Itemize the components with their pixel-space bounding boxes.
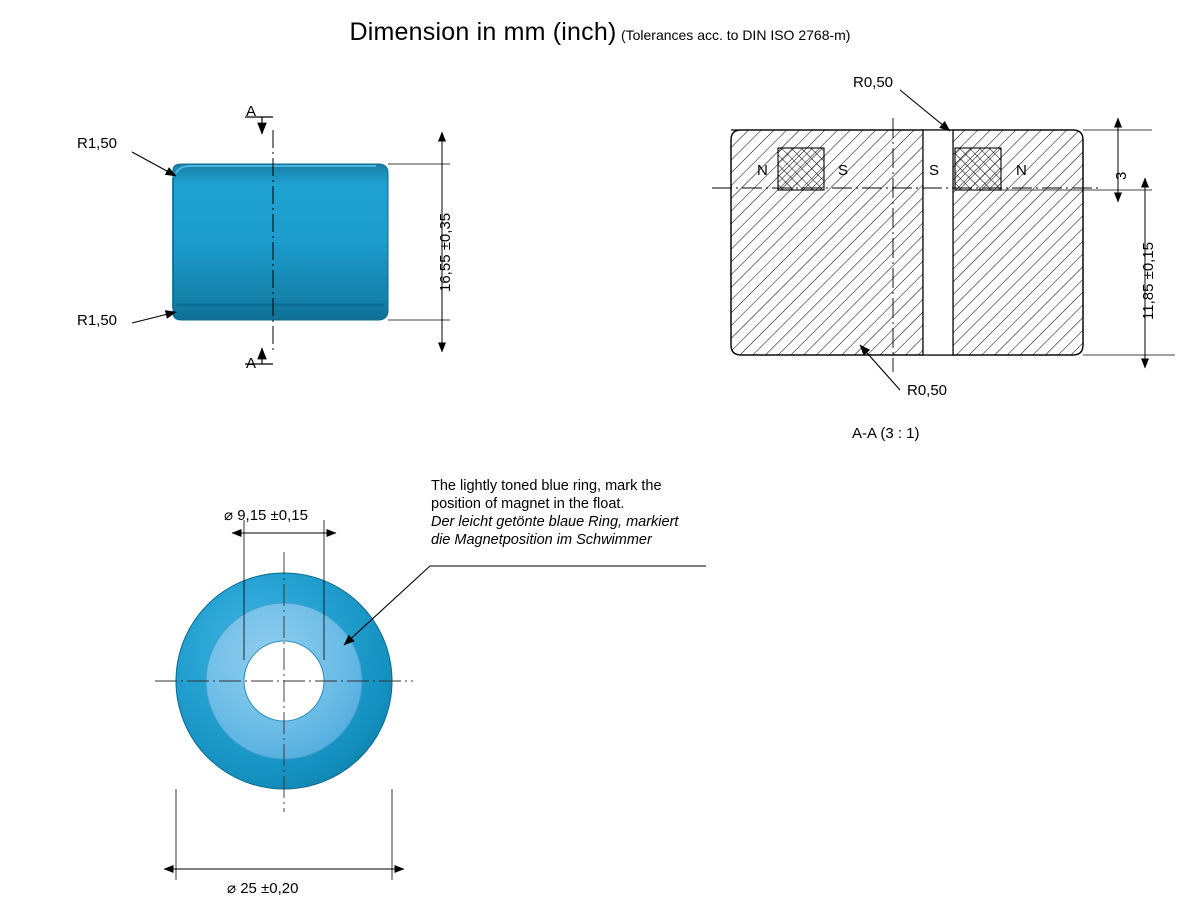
inner-height-dimension-label: 11,85 ±0,15 (1140, 241, 1157, 320)
magnet-position-annotation (431, 477, 678, 550)
title-tolerance-note: (Tolerances acc. to DIN ISO 2768-m) (620, 27, 851, 43)
inner-diameter-label: ⌀ 9,15 ±0,15 (224, 507, 308, 524)
outer-diameter-label: ⌀ 25 ±0,20 (227, 880, 299, 897)
front-radius-bottom-label: R1,50 (77, 312, 118, 329)
annotation-de-line2: die Magnetposition im Schwimmer (431, 532, 652, 549)
pole-label-n-right: N (1016, 162, 1027, 179)
pole-label-s-left: S (838, 162, 849, 179)
magnet-left (778, 148, 824, 190)
section-mark-label-a-top: A (246, 103, 257, 120)
magnet-height-dimension-label: 3 (1113, 171, 1130, 180)
annotation-en-line2: position of magnet in the float. (431, 496, 625, 513)
annotation-en-line1: The lightly toned blue ring, mark the (431, 478, 662, 494)
front-radius-top-label: R1,50 (77, 135, 118, 152)
pole-label-n-left: N (757, 162, 768, 179)
pole-label-s-right: S (929, 162, 940, 179)
section-caption: A-A (3 : 1) (852, 425, 920, 442)
front-height-dimension-label: 16,55 ±0,35 (437, 212, 454, 292)
section-mark-label-a-bottom: A (246, 355, 257, 372)
section-radius-top-label: R0,50 (853, 74, 894, 91)
section-view-group (712, 90, 1175, 390)
section-radius-bottom-label: R0,50 (907, 382, 948, 399)
front-view-group (132, 117, 450, 364)
top-view-group (155, 520, 706, 880)
annotation-de-line1: Der leicht getönte blaue Ring, markiert (431, 514, 679, 531)
page-title: Dimension in mm (inch) (349, 18, 617, 46)
magnet-right (955, 148, 1001, 190)
